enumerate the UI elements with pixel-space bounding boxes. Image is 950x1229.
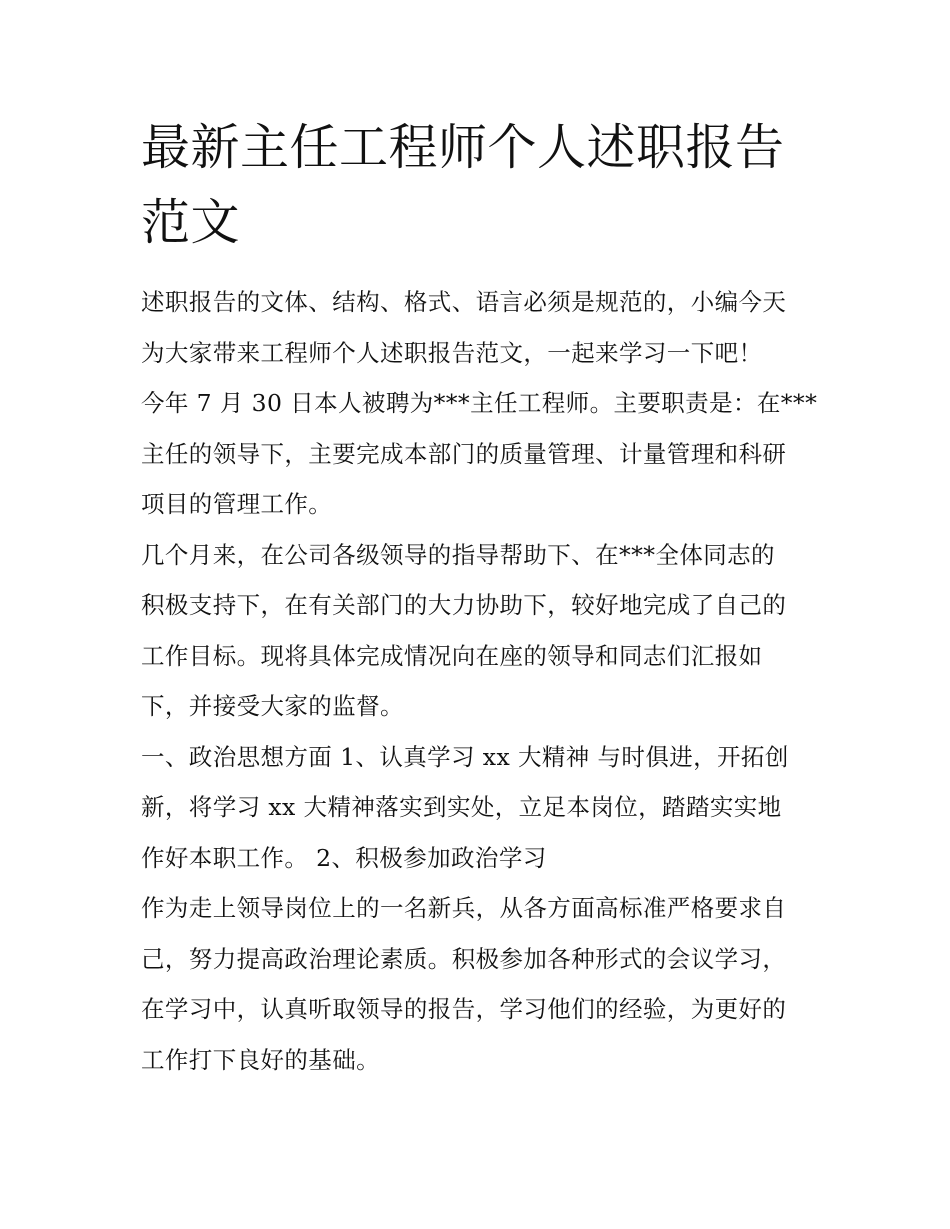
body-line: 项目的管理工作。 bbox=[141, 490, 333, 518]
body-line: 工作目标。现将具体完成情况向在座的领导和同志们汇报如 bbox=[141, 641, 763, 670]
body-line: 为大家带来工程师个人述职报告范文，一起来学习一下吧！ bbox=[141, 338, 763, 367]
body-line: 下，并接受大家的监督。 bbox=[141, 692, 404, 720]
body-line: 作好本职工作。 2、积极参加政治学习 bbox=[141, 843, 547, 872]
body-line: 工作打下良好的基础。 bbox=[141, 1045, 380, 1074]
document-body bbox=[141, 277, 818, 1085]
body-line: 己，努力提高政治理论素质。积极参加各种形式的会议学习， bbox=[141, 944, 787, 973]
title-line: 最新主任工程师个人述职报告 bbox=[141, 119, 785, 176]
body-line: 在学习中，认真听取领导的报告，学习他们的经验，为更好的 bbox=[141, 995, 787, 1023]
body-line: 主任的领导下，主要完成本部门的质量管理、计量管理和科研 bbox=[141, 439, 787, 468]
body-line: 作为走上领导岗位上的一名新兵，从各方面高标准严格要求自 bbox=[141, 894, 787, 922]
body-line: 一、政治思想方面 1、认真学习 xx 大精神 与时俱进，开拓创 bbox=[141, 742, 789, 771]
title-line: 范文 bbox=[141, 194, 241, 251]
body-line: 积极支持下，在有关部门的大力协助下，较好地完成了自己的 bbox=[141, 591, 787, 619]
body-line: 今年 7 月 30 日本人被聘为***主任工程师。主要职责是：在*** bbox=[141, 389, 818, 417]
body-line: 新，将学习 xx 大精神落实到实处，立足本岗位，踏踏实实地 bbox=[141, 793, 782, 821]
document-title bbox=[141, 110, 811, 260]
body-line: 述职报告的文体、结构、格式、语言必须是规范的，小编今天 bbox=[141, 288, 787, 316]
body-line: 几个月来，在公司各级领导的指导帮助下、在***全体同志的 bbox=[141, 540, 775, 569]
